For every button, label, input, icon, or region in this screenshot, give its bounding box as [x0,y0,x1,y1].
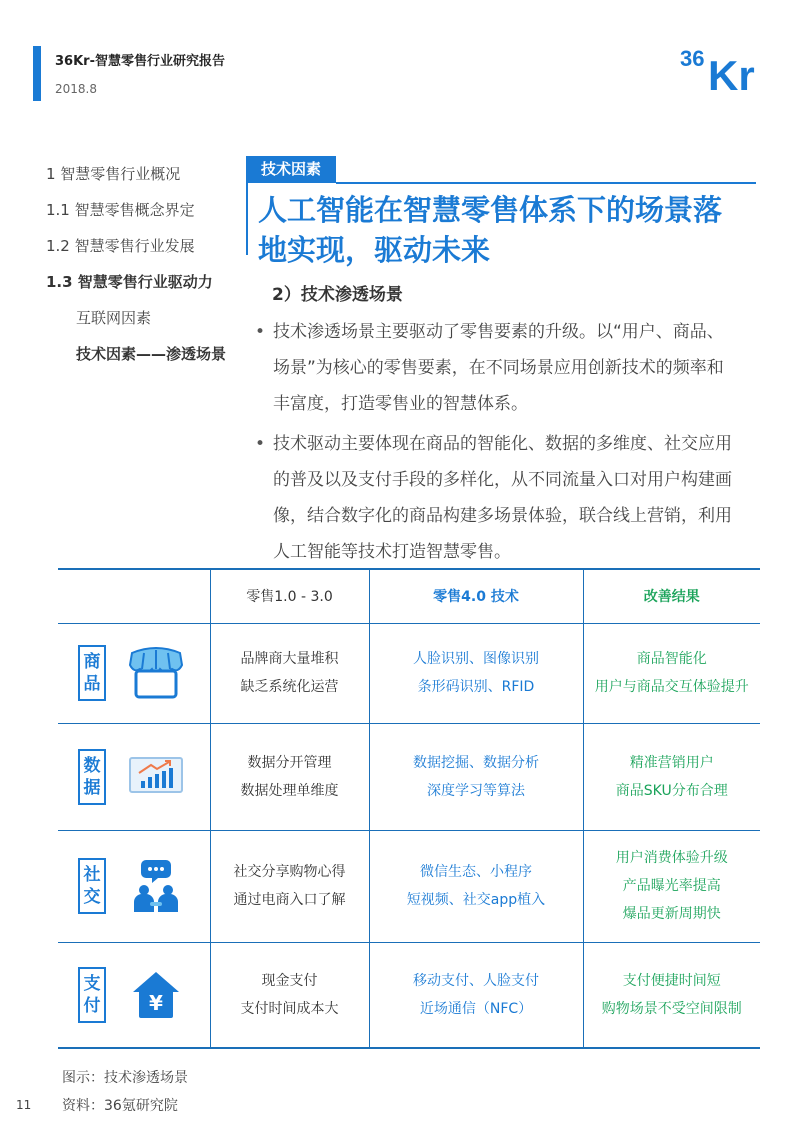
nav-item-tech-scenario[interactable]: 技术因素——渗透场景 [76,345,227,363]
old-text: 社交分享购物心得 [233,864,346,880]
table-row [58,623,760,723]
tech-text: 移动支付、人脸支付 [413,972,539,989]
nav-item-concept[interactable]: 1.1 智慧零售概念界定 [46,201,195,219]
header-accent-bar [33,46,41,101]
table-row [58,830,760,942]
row-label-payment: 支付 [78,967,106,1023]
result-text: 用户消费体验升级 [615,850,728,866]
result-text: 精准营销用户 [629,754,714,771]
nav-item-development[interactable]: 1.2 智慧零售行业发展 [46,237,195,255]
bullet-item: • 技术驱动主要体现在商品的智能化、数据的多维度、社交应用的普及以及支付手段的多样化，从不同流量入口对用户构建画像，结合数字化的商品构建多场景体验，联合线上营销，利用人工智能等技术打造智慧零售。 [255,426,735,570]
subheading: 2）技术渗透场景 [272,285,403,305]
tag-divider-vertical [246,183,248,255]
shop-icon [124,641,188,705]
report-title: 36Kr-智慧零售行业研究报告 [55,54,225,69]
tech-text: 短视频、社交app植入 [406,892,546,908]
section-tag: 技术因素 [246,156,336,183]
yuan-symbol: ¥ [149,990,163,1015]
result-text: 购物场景不受空间限制 [601,1000,742,1017]
old-text: 数据处理单维度 [240,782,339,799]
yuan-house-icon [124,963,188,1027]
header-empty-cell [58,569,210,623]
table-row [58,723,760,830]
header-retail-old: 零售1.0 - 3.0 [210,569,369,623]
source-note: 资料：36氪研究院 [62,1098,178,1114]
tech-text: 深度学习等算法 [427,782,525,799]
tech-text: 近场通信（NFC） [419,1000,533,1017]
tech-text: 条形码识别、RFID [417,679,535,695]
table-row [58,942,760,1048]
report-date: 2018.8 [55,82,97,96]
tech-text: 人脸识别、图像识别 [413,651,539,667]
row-label-goods: 商品 [78,645,106,701]
row-label-data: 数据 [78,749,106,805]
figure-caption: 图示：技术渗透场景 [62,1070,188,1086]
old-text: 数据分开管理 [247,754,332,771]
tech-scenario-table [58,568,760,1049]
old-text: 品牌商大量堆积 [240,651,339,667]
bullet-item: • 技术渗透场景主要驱动了零售要素的升级。以“用户、商品、场景”为核心的零售要素，在不同场景应用创新技术的频率和丰富度，打造零售业的智慧体系。 [255,314,735,422]
result-text: 商品SKU分布合理 [615,782,728,799]
old-text: 支付时间成本大 [240,1000,339,1017]
36kr-logo [680,40,766,94]
page-number: 11 [16,1098,32,1112]
chart-icon [124,745,188,809]
tech-text: 数据挖掘、数据分析 [413,754,539,771]
bullet-list [255,314,735,574]
nav-item-drivers[interactable]: 1.3 智慧零售行业驱动力 [46,273,213,291]
result-text: 支付便捷时间短 [622,972,721,989]
old-text: 通过电商入口了解 [233,892,346,908]
result-text: 商品智能化 [636,651,707,667]
tech-text: 微信生态、小程序 [420,864,532,880]
old-text: 缺乏系统化运营 [240,679,339,695]
logo-kr-text: Kr [708,52,755,94]
section-nav [46,162,226,378]
result-text: 用户与商品交互体验提升 [594,679,749,695]
logo-36-text: 36 [680,46,705,71]
old-text: 现金支付 [261,972,318,989]
tag-divider-horizontal [336,182,756,184]
nav-item-overview[interactable]: 1 智慧零售行业概况 [46,165,181,183]
result-text: 产品曝光率提高 [622,878,721,894]
header-retail-tech: 零售4.0 技术 [369,569,583,623]
table-header-row [58,569,760,623]
row-label-social: 社交 [78,858,106,914]
people-chat-icon [124,854,188,918]
page-title: 人工智能在智慧零售体系下的场景落地实现，驱动未来 [258,193,723,267]
header-result: 改善结果 [583,569,760,623]
result-text: 爆品更新周期快 [622,906,721,922]
nav-item-internet[interactable]: 互联网因素 [76,309,152,327]
